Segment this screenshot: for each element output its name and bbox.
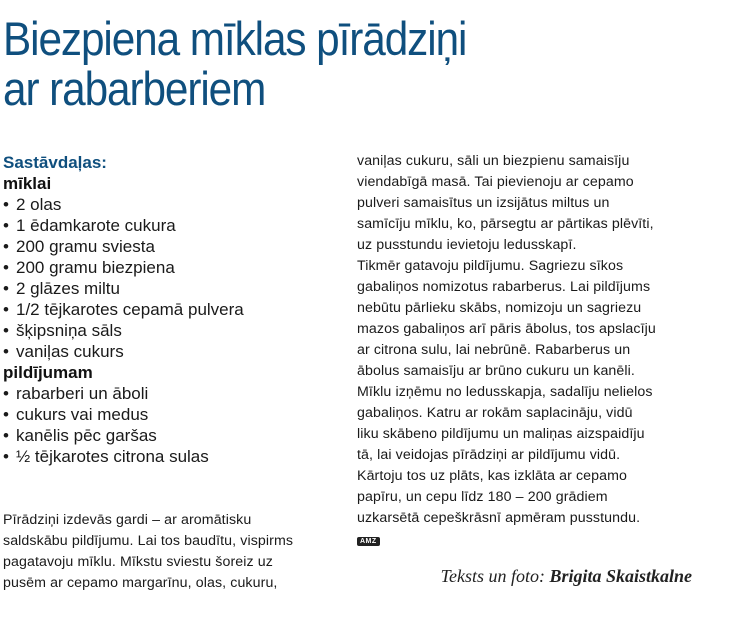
text-line: Kārtoju tos uz plāts, kas izklāta ar cepamo (357, 468, 628, 484)
text-line: uz pusstundu ievietoju ledusskapī. (357, 237, 577, 253)
ingredients-section (3, 152, 343, 467)
ingredient-item: • 2 olas (3, 194, 343, 215)
text-line: gabaliņos nomizotus rabarberus. Lai pildījums (357, 279, 651, 295)
ingredient-item: • kanēlis pēc garšas (3, 425, 343, 446)
ingredient-item: • cukurs vai medus (3, 404, 343, 425)
text-line: viendabīgā masā. Tai pievienoju ar cepamo (357, 174, 634, 190)
text-line: liku skābeno pildījumu un maliņas aizspaidīju (357, 426, 645, 442)
ingredient-item: • ½ tējkarotes citrona sulas (3, 446, 343, 467)
text-line: Pīrādziņi izdevās gardi – ar aromātisku (3, 512, 252, 528)
text-line: Mīklu izņēmu no ledusskapja, sadalīju nelielos (357, 384, 653, 400)
text-line: ābolus samaisīju ar brūno cukuru un kanēli. (357, 363, 635, 379)
method-paragraph (357, 151, 702, 550)
ingredient-item: • rabarberi un āboli (3, 383, 343, 404)
ingredient-item: • 200 gramu sviesta (3, 236, 343, 257)
text-line: pagatavoju mīklu. Mīkstu sviestu šoreiz uz (3, 554, 273, 570)
credit-prefix: Teksts un foto: (440, 566, 545, 586)
dough-ingredient-list (3, 194, 343, 362)
credit-author: Brigita Skaistkalne (549, 566, 692, 586)
filling-ingredient-list (3, 383, 343, 467)
ingredient-item: • 2 glāzes miltu (3, 278, 343, 299)
ingredient-item: • 1 ēdamkarote cukura (3, 215, 343, 236)
dough-label: mīklai (3, 174, 52, 193)
photo-credit (441, 566, 692, 587)
text-line: Tikmēr gatavoju pildījumu. Sagriezu sīkos (357, 258, 624, 274)
text-line: tā, lai veidojas pīrādziņi ar pildījumu vidū. (357, 447, 621, 463)
ingredient-item: • vaniļas cukurs (3, 341, 343, 362)
recipe-title (3, 14, 633, 114)
filling-label: pildījumam (3, 363, 93, 382)
ingredient-item: • šķipsniņa sāls (3, 320, 343, 341)
text-line: uzkarsētā cepeškrāsnī apmēram pusstundu. (357, 510, 641, 526)
title-line-1: Biezpiena mīklas pīrādziņi (3, 12, 467, 65)
ingredient-item: • 200 gramu biezpiena (3, 257, 343, 278)
text-line: ar citrona sulu, lai nebrūnē. Rabarberus un (357, 342, 631, 358)
text-line: saldskābu pildījumu. Lai tos baudītu, vispirms (3, 533, 294, 549)
text-line: papīru, un cepu līdz 180 – 200 grādiem (357, 489, 608, 505)
text-line: samīcīju mīklu, ko, pārsegtu ar pārtikas plēvīti, (357, 216, 654, 232)
text-line: pulveri samaisītus un izsijātus miltus un (357, 195, 610, 211)
text-line: mazos gabaliņos arī pāris ābolus, tos apslacīju (357, 321, 656, 337)
text-line: gabaliņos. Katru ar rokām saplacināju, vidū (357, 405, 633, 421)
end-mark-badge: AMZ (357, 537, 380, 546)
text-line: nebūtu pārlieku skābs, nomizoju un sagriezu (357, 300, 642, 316)
text-line: pusēm ar cepamo margarīnu, olas, cukuru, (3, 575, 278, 591)
intro-paragraph (3, 510, 338, 594)
text-line: vaniļas cukuru, sāli un biezpienu samaisīju (357, 153, 630, 169)
ingredient-item: • 1/2 tējkarotes cepamā pulvera (3, 299, 343, 320)
title-line-2: ar rabarberiem (3, 62, 266, 115)
ingredients-heading: Sastāvdaļas: (3, 153, 107, 172)
